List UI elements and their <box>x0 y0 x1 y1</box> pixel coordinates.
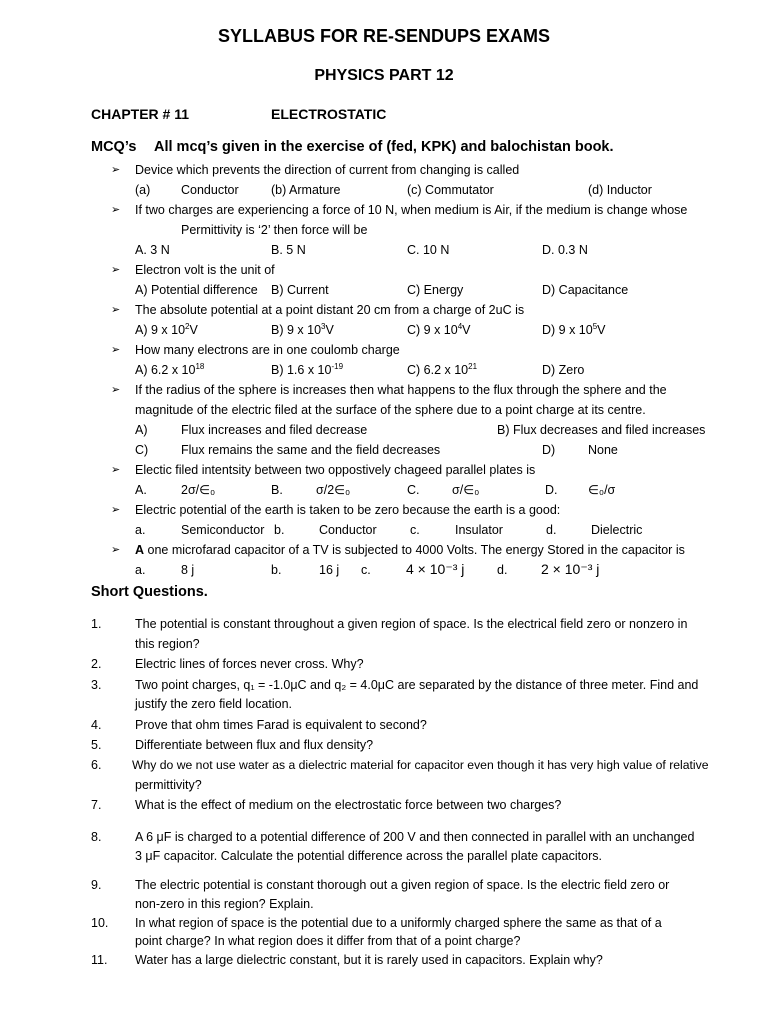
mcq-option: D) Zero <box>542 363 585 377</box>
short-question-text: In what region of space is the potential due to a uniformly charged sphere the same as that of a <box>135 916 662 930</box>
mcq-option: B. 5 N <box>271 243 306 257</box>
mcq-question: The absolute potential at a point distant 20 cm from a charge of 2uC is <box>135 303 525 317</box>
bullet-arrow-icon: ➢ <box>111 384 121 396</box>
mcq-option: (d) Inductor <box>588 183 652 197</box>
mcq-option: b. <box>274 523 285 537</box>
mcq-option: C) 6.2 x $10^{21}$ <box>407 361 478 377</box>
mcq-heading-label: MCQ’s <box>91 139 137 155</box>
short-question-number: 10. <box>91 916 109 930</box>
mcq-option: B) Flux decreases and filed increases <box>497 423 706 437</box>
mcq-question: A one microfarad capacitor of a TV is subjected to 4000 Volts. The energy Stored in the capacitor is <box>135 543 685 557</box>
page-subtitle: PHYSICS PART 12 <box>314 67 454 84</box>
short-question-text: point charge? In what region does it differ from that of a point charge? <box>135 934 521 948</box>
bullet-arrow-icon: ➢ <box>111 204 121 216</box>
mcq-option: (b) Armature <box>271 183 341 197</box>
short-question-text: A 6 μF is charged to a potential difference of 200 V and then connected in parallel with an unchanged <box>135 830 695 844</box>
mcq-option: Semiconductor <box>181 523 265 537</box>
mcq-option: A) Potential difference <box>135 283 258 297</box>
bullet-arrow-icon: ➢ <box>111 464 121 476</box>
mcq-option: C. <box>407 483 420 497</box>
mcq-option: C) <box>135 443 149 457</box>
mcq-option: Dielectric <box>591 523 643 537</box>
mcq-option: c. <box>361 563 371 577</box>
mcq-option: ∈₀/σ <box>588 483 616 497</box>
short-question-text: justify the zero field location. <box>135 697 293 711</box>
mcq-option: D) <box>542 443 556 457</box>
mcq-option: C) 9 x $10^4V$ <box>407 321 471 337</box>
short-question-text: Prove that ohm times Farad is equivalent to second? <box>135 718 427 732</box>
mcq-option: 8 j <box>181 563 195 577</box>
mcq-question: How many electrons are in one coulomb charge <box>135 343 400 357</box>
short-question-number: 5. <box>91 738 102 752</box>
mcq-option: (a) <box>135 183 151 197</box>
short-question-text: What is the effect of medium on the electrostatic force between two charges? <box>135 798 562 812</box>
mcq-option: None <box>588 443 618 457</box>
mcq-option: A) 6.2 x $10^{18}$ <box>135 361 205 377</box>
mcq-option: C) Energy <box>407 283 464 297</box>
mcq-option: 16 j <box>319 563 340 577</box>
short-questions-heading: Short Questions. <box>91 584 208 600</box>
bullet-arrow-icon: ➢ <box>111 544 121 556</box>
short-question-text: Differentiate between flux and flux density? <box>135 738 374 752</box>
mcq-option: a. <box>135 563 146 577</box>
short-question-number: 2. <box>91 657 102 671</box>
mcq-option: B) 1.6 x $10^{-19}$ <box>271 361 344 377</box>
chapter-number: CHAPTER # 11 <box>91 106 190 122</box>
mcq-option: 4 × 10⁻³ j <box>406 561 465 577</box>
bullet-arrow-icon: ➢ <box>111 164 121 176</box>
mcq-option: Conductor <box>181 183 239 197</box>
short-question-text: Why do we not use water as a dielectric material for capacitor even though it has very high value of relative <box>132 758 709 772</box>
mcq-option: σ/∈₀ <box>452 483 480 497</box>
mcq-option: a. <box>135 523 146 537</box>
mcq-option: A. <box>135 483 147 497</box>
mcq-option: A) 9 x $10^2V$ <box>135 321 198 337</box>
mcq-option: (c) Commutator <box>407 183 494 197</box>
short-question-text: 3 μF capacitor. Calculate the potential difference across the parallel plate capacitors. <box>135 849 602 863</box>
short-question-number: 11. <box>91 953 108 967</box>
mcq-option: 2 × 10⁻³ j <box>541 561 600 577</box>
short-question-text: this region? <box>135 637 200 651</box>
mcq-option: D) Capacitance <box>542 283 629 297</box>
mcq-option: c. <box>410 523 420 537</box>
short-question-text: Water has a large dielectric constant, but it is rarely used in capacitors. Explain why? <box>135 953 603 967</box>
short-question-text: Electric lines of forces never cross. Why? <box>135 657 364 671</box>
mcq-option: D. <box>545 483 558 497</box>
mcq-option: A. 3 N <box>135 243 170 257</box>
mcq-option: A) <box>135 423 148 437</box>
short-question-text: non-zero in this region? Explain. <box>135 897 314 911</box>
short-question-text: The potential is constant throughout a given region of space. Is the electrical field zero or nonzero in <box>135 617 688 631</box>
mcq-option: Flux remains the same and the field decreases <box>181 443 441 457</box>
mcq-question: If two charges are experiencing a force of 10 N, when medium is Air, if the medium is change whose <box>135 203 688 217</box>
mcq-option: d. <box>497 563 508 577</box>
short-question-number: 9. <box>91 878 102 892</box>
mcq-option: Flux increases and filed decrease <box>181 423 368 437</box>
short-question-number: 8. <box>91 830 102 844</box>
mcq-heading-text: All mcq’s given in the exercise of (fed, KPK) and balochistan book. <box>154 139 614 155</box>
short-question-number: 4. <box>91 718 102 732</box>
short-question-number: 6. <box>91 758 102 772</box>
mcq-option: C. 10 N <box>407 243 450 257</box>
short-question-number: 3. <box>91 678 102 692</box>
mcq-question: Electic filed intentsity between two oppostively chageed parallel plates is <box>135 463 536 477</box>
mcq-option: 2σ/∈₀ <box>181 483 216 497</box>
page-title: SYLLABUS FOR RE-SENDUPS EXAMS <box>217 26 551 46</box>
mcq-option: B) 9 x $10^3V$ <box>271 321 334 337</box>
mcq-option: D) 9 x $10^5V$ <box>542 321 606 337</box>
bullet-arrow-icon: ➢ <box>111 504 121 516</box>
mcq-question: magnitude of the electric filed at the surface of the sphere due to a point charge at its centre. <box>135 403 646 417</box>
mcq-option: B) Current <box>271 283 329 297</box>
bullet-arrow-icon: ➢ <box>111 344 121 356</box>
short-question-number: 7. <box>91 798 102 812</box>
short-question-text: permittivity? <box>135 778 202 792</box>
chapter-name: ELECTROSTATIC <box>271 106 387 122</box>
short-question-number: 1. <box>91 617 102 631</box>
bullet-arrow-icon: ➢ <box>111 304 121 316</box>
short-question-text: Two point charges, q₁ = -1.0μC and q₂ = 4.0μC are separated by the distance of three meter. Find and <box>135 678 699 692</box>
mcq-question: Electric potential of the earth is taken to be zero because the earth is a good: <box>135 503 561 517</box>
mcq-option: B. <box>271 483 283 497</box>
bullet-arrow-icon: ➢ <box>111 264 121 276</box>
mcq-option: d. <box>546 523 557 537</box>
mcq-option: Insulator <box>455 523 503 537</box>
short-question-text: The electric potential is constant thorough out a given region of space. Is the electric field zero or <box>135 878 670 892</box>
mcq-option: Conductor <box>319 523 377 537</box>
mcq-option: σ/2∈₀ <box>316 483 351 497</box>
mcq-question: If the radius of the sphere is increases then what happens to the flux through the sphere and the <box>135 383 667 397</box>
mcq-option: b. <box>271 563 282 577</box>
mcq-question: Electron volt is the unit of <box>135 263 275 277</box>
mcq-option: D. 0.3 N <box>542 243 588 257</box>
mcq-question: Permittivity is ‘2’ then force will be <box>181 223 368 237</box>
mcq-question: Device which prevents the direction of current from changing is called <box>135 163 520 177</box>
